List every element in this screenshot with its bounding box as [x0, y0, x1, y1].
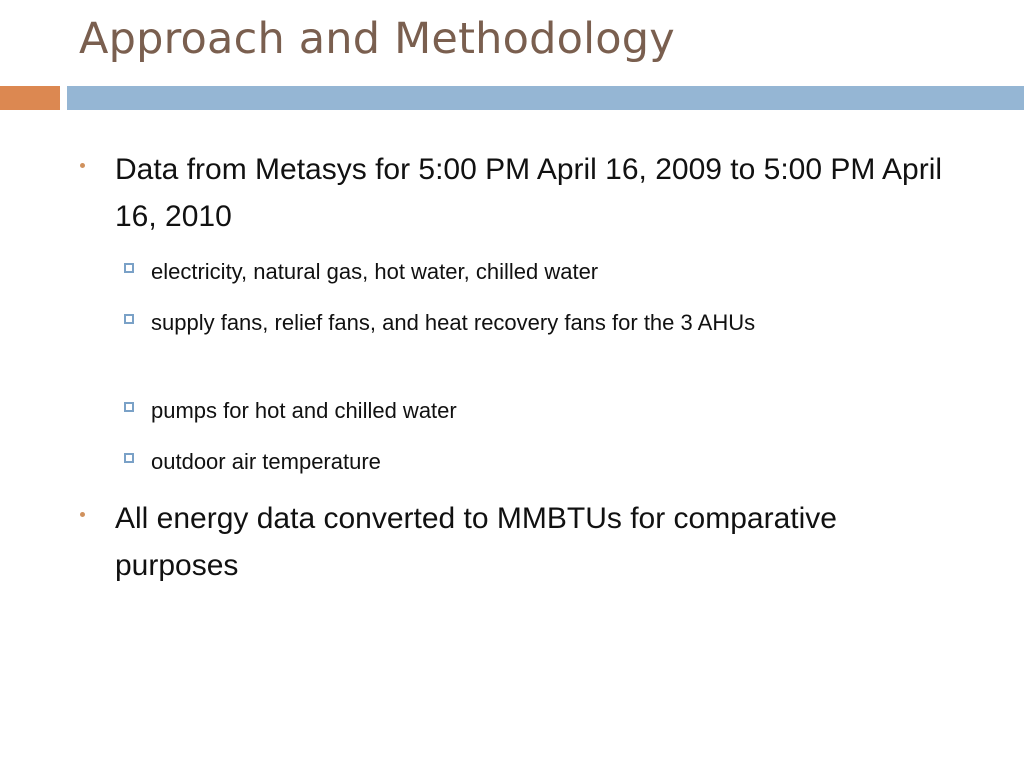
bullet-dot-icon [80, 512, 85, 517]
sub-bullet-box-icon [124, 263, 134, 273]
sub-bullet-box-icon [124, 402, 134, 412]
sub-bullet-box-icon [124, 314, 134, 324]
bullet-text: Data from Metasys for 5:00 PM April 16, 2009 to 5:00 PM April 16, 2010 [115, 153, 943, 233]
bullet-dot-icon [80, 163, 85, 168]
bullet-text: All energy data converted to MMBTUs for comparative purposes [115, 502, 837, 582]
sub-bullet-box-icon [124, 453, 134, 463]
sub-bullet-text: electricity, natural gas, hot water, chilled water [151, 259, 599, 284]
sub-bullet-text: pumps for hot and chilled water [151, 398, 457, 423]
slide-title: Approach and Methodology [79, 14, 675, 64]
sub-bullet-text: outdoor air temperature [151, 449, 381, 474]
sub-bullet-text: supply fans, relief fans, and heat recovery fans for the 3 AHUs [151, 310, 756, 335]
